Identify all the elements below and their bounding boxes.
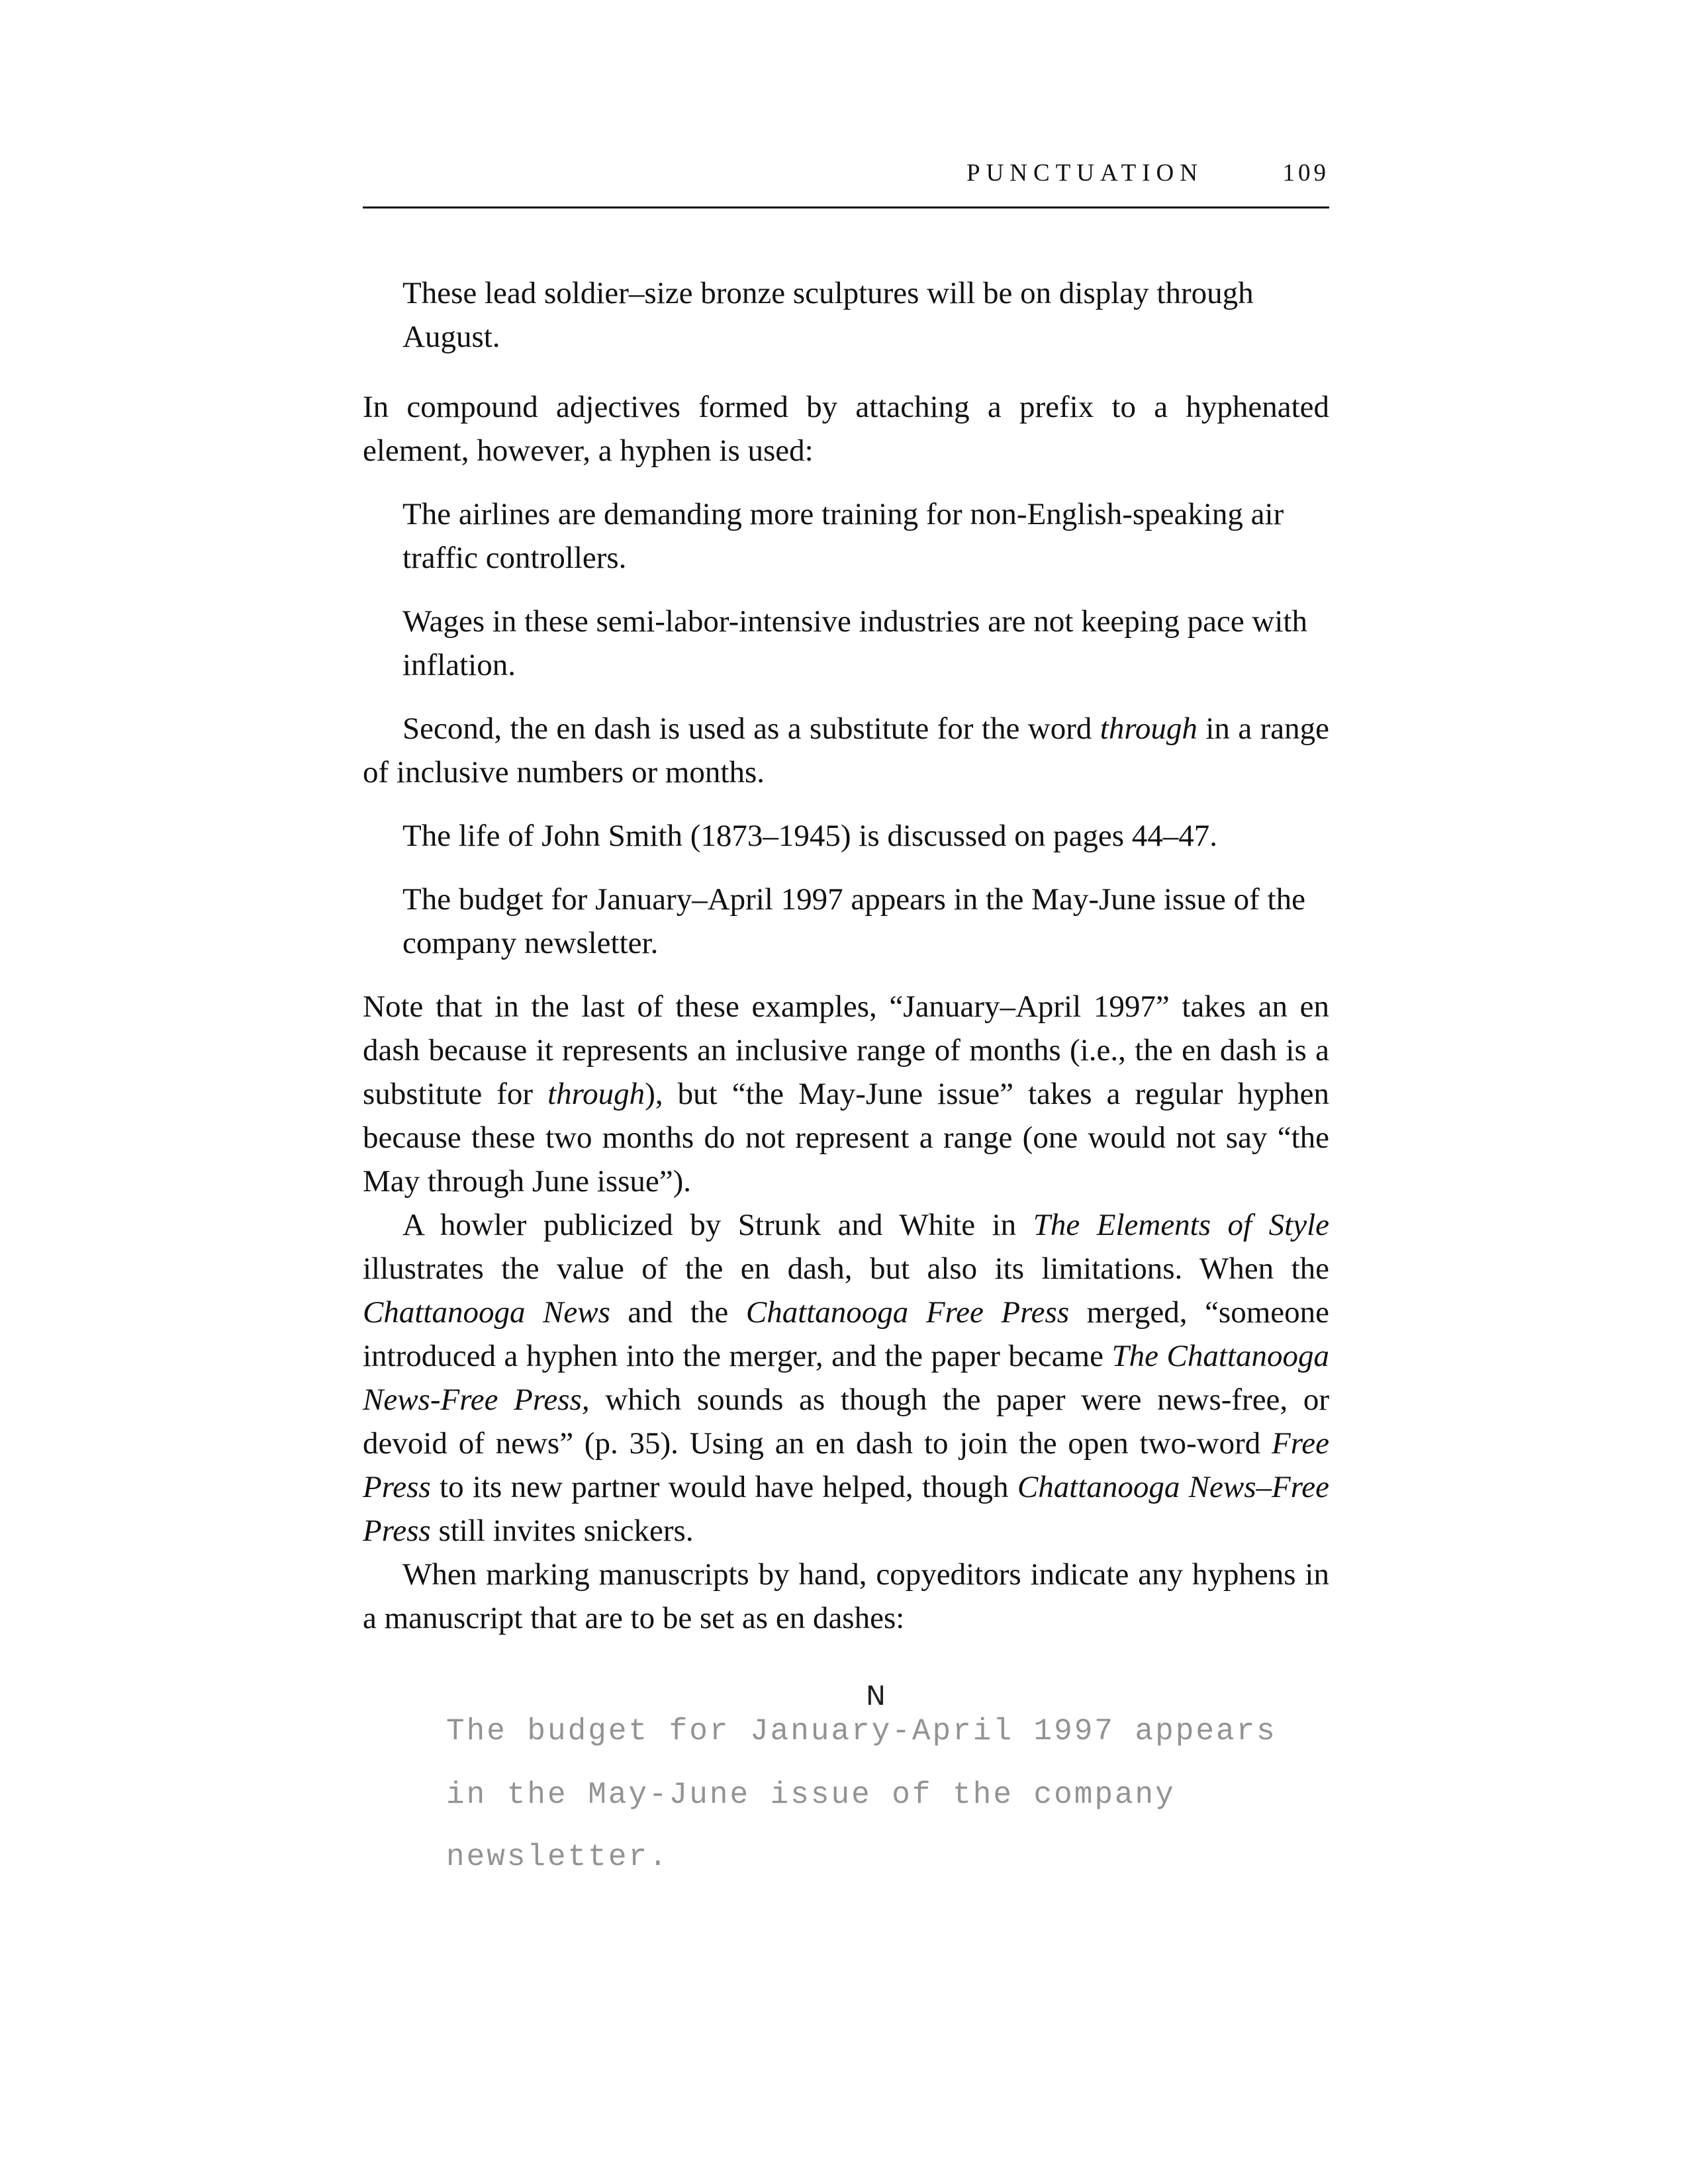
running-head [363, 154, 1329, 208]
example-sentence: The life of John Smith (1873–1945) is discussed on pages 44–47. [402, 819, 1218, 853]
running-head-section: PUNCTUATION [966, 159, 1203, 187]
body-text [363, 271, 1329, 1640]
example-sentence: The budget for January–April 1997 appears in the May-June issue of the company newsletter. [402, 882, 1305, 960]
manuscript-sample [442, 1681, 1303, 1880]
example-block-2 [363, 492, 1329, 687]
paragraph-prefix-hyphen: In compound adjectives formed by attaching a prefix to a hyphenated element, however, a hyphen is used: [363, 390, 1329, 468]
page-number: 109 [1282, 159, 1329, 187]
example-block-3 [363, 814, 1329, 965]
paragraph-note: Note that in the last of these examples, “January–April 1997” takes an en dash because it represents an inclusive range of months (i.e., the en dash is a substitute for through), but “the May-June issue” takes a regular hyphen because these two months do not represent a range (one would not say “the May through June issue”). [363, 989, 1329, 1199]
example-block-1 [363, 271, 1329, 359]
example-sentence: Wages in these semi-labor-intensive industries are not keeping pace with inflation. [402, 604, 1307, 682]
example-sentence: These lead soldier–size bronze sculptures will be on display through August. [402, 276, 1254, 354]
paragraph-howler: A howler publicized by Strunk and White in The Elements of Style illustrates the value of the en dash, but also its limitations. When the Chattanooga News and the Chattanooga Free Press merged, “someone introduced a hyphen into the merger, and the paper became The Chattanooga News-Free Press, which sounds as though the paper were news-free, or devoid of news” (p. 35). Using an en dash to join the open two-word Free Press to its new partner would have helped, though Chattanooga News–Free Press still invites snickers. [363, 1208, 1329, 1548]
paragraph-en-dash-range: Second, the en dash is used as a substitute for the word through in a range of inclusive numbers or months. [363, 711, 1329, 790]
manuscript-line-2: in the May-June issue of the company [446, 1778, 1176, 1812]
paragraph-manuscript-marking: When marking manuscripts by hand, copyeditors indicate any hyphens in a manuscript that are to be set as en dashes: [363, 1557, 1329, 1635]
manuscript-line-1: The budget for January-April 1997 appears [446, 1714, 1277, 1749]
manuscript-line-3: newsletter. [446, 1840, 669, 1874]
en-dash-proof-mark: N [866, 1681, 886, 1711]
example-sentence: The airlines are demanding more training for non-English-speaking air traffic controllers. [402, 497, 1284, 575]
